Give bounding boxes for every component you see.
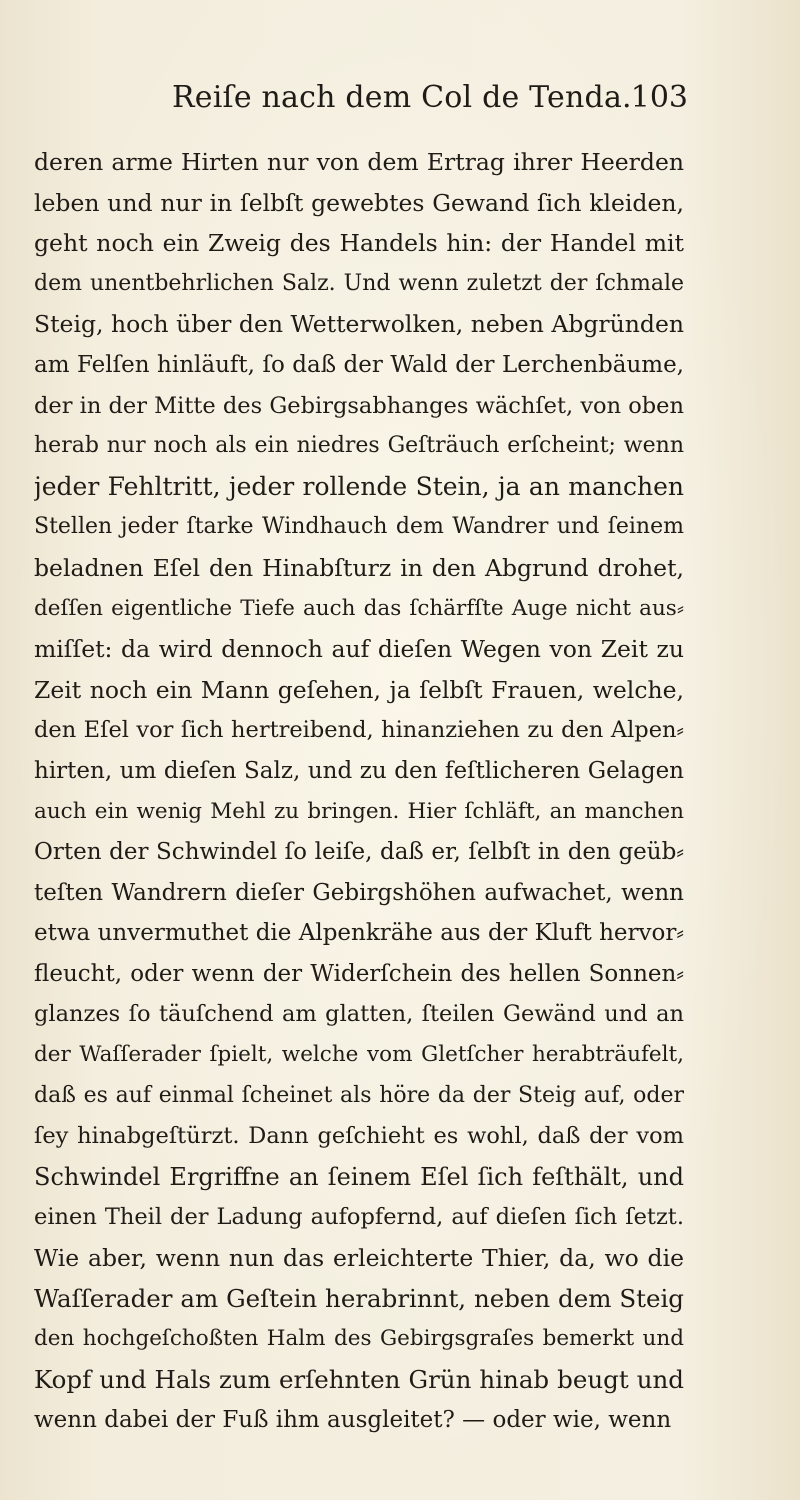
text-line: jeder Fehltritt, jeder rollende Stein, ja an manchen xyxy=(34,471,684,501)
text-line: etwa unvermuthet die Alpenkrähe aus der Kluft hervor⸗ xyxy=(34,920,684,947)
text-line: herab nur noch als ein niedres Geſträuch erſcheint; wenn xyxy=(34,433,684,459)
page-number: 103 xyxy=(630,80,688,115)
text-line: Waſſerader am Geſtein herabrinnt, neben dem Steig xyxy=(34,1283,684,1313)
text-line: Schwindel Ergriffne an ſeinem Eſel ſich feſthält, und xyxy=(34,1162,684,1191)
text-line: ſey hinabgeſtürzt. Dann geſchieht es wohl, daß der vom xyxy=(34,1123,684,1150)
text-line: Stellen jeder ſtarke Windhauch dem Wandrer und ſeinem xyxy=(34,514,684,540)
text-line: wenn dabei der Fuß ihm ausgleitet? — oder wie, wenn xyxy=(34,1407,672,1434)
text-line: teſten Wandrern dieſer Gebirgshöhen aufwachet, wenn xyxy=(34,879,684,906)
text-line: auch ein wenig Mehl zu bringen. Hier ſchläft, an manchen xyxy=(34,798,684,824)
body-text xyxy=(34,142,684,1441)
text-line: einen Theil der Ladung aufopfernd, auf dieſen ſich ſetzt. xyxy=(34,1204,684,1231)
text-line: geht noch ein Zweig des Handels hin: der Handel mit xyxy=(34,229,684,258)
page-header xyxy=(0,76,800,120)
text-line: der in der Mitte des Gebirgsabhanges wächſet, von oben xyxy=(34,392,684,419)
text-line: Orten der Schwindel ſo leiſe, daß er, ſelbſt in den geüb⸗ xyxy=(34,839,684,866)
text-line: leben und nur in ſelbſt gewebtes Gewand ſich kleiden, xyxy=(34,188,684,217)
text-line: den Eſel vor ſich hertreibend, hinanziehen zu den Alpen⸗ xyxy=(34,717,684,744)
text-line: Zeit noch ein Mann geſehen, ja ſelbſt Frauen, welche, xyxy=(34,675,684,704)
text-line: den hochgeſchoßten Halm des Gebirgsgraſes bemerkt und xyxy=(34,1326,684,1352)
text-line: hirten, um dieſen Salz, und zu den feſtlicheren Gelagen xyxy=(34,757,684,784)
text-line: der Waſſerader ſpielt, welche vom Gletſcher herabträufelt, xyxy=(34,1042,684,1068)
running-title: Reiſe nach dem Col de Tenda. xyxy=(172,80,632,115)
text-line: Steig, hoch über den Wetterwolken, neben Abgründen xyxy=(34,310,684,339)
text-line: deren arme Hirten nur von dem Ertrag ihrer Heerden xyxy=(34,148,684,176)
text-line: miſſet: da wird dennoch auf dieſen Wegen von Zeit zu xyxy=(34,635,684,664)
text-line: glanzes ſo täuſchend am glatten, ſteilen Gewänd und an xyxy=(34,1001,684,1028)
text-line: daß es auf einmal ſcheinet als höre da der Steig auf, oder xyxy=(34,1082,684,1108)
text-line: deſſen eigentliche Tiefe auch das ſchärfſte Auge nicht aus⸗ xyxy=(34,595,684,621)
text-line: Kopf und Hals zum erſehnten Grün hinab beugt und xyxy=(34,1364,684,1394)
text-line: Wie aber, wenn nun das erleichterte Thier, da, wo die xyxy=(34,1244,684,1273)
text-line: am Felſen hinläuft, ſo daß der Wald der Lerchenbäume, xyxy=(34,351,684,378)
text-line: fleucht, oder wenn der Widerſchein des hellen Sonnen⸗ xyxy=(34,960,684,987)
text-line: dem unentbehrlichen Salz. Und wenn zuletzt der ſchmale xyxy=(34,270,684,296)
text-line: beladnen Eſel den Hinabſturz in den Abgrund drohet, xyxy=(34,553,684,582)
